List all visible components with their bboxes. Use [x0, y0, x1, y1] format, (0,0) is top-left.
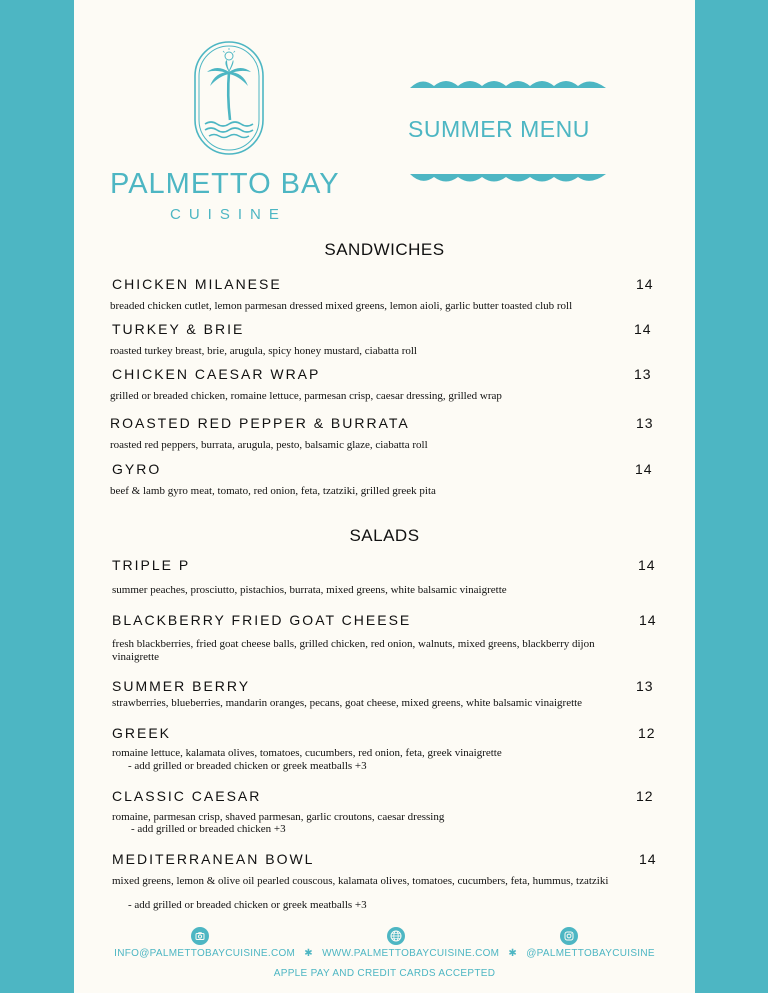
wave-divider-top [410, 78, 606, 92]
menu-item-description: fresh blackberries, fried goat cheese balls, grilled chicken, red onion, walnuts, mixed greens, blackberry dijon vinaigrette [112, 638, 595, 663]
menu-item-price: 14 [639, 612, 657, 628]
footer-separator: ✱ [508, 948, 518, 959]
payment-note: APPLE PAY AND CREDIT CARDS ACCEPTED [273, 968, 496, 979]
footer-website[interactable]: WWW.PALMETTOBAYCUISINE.COM [322, 948, 500, 959]
menu-item-description: breaded chicken cutlet, lemon parmesan dressed mixed greens, lemon aioli, garlic butter toasted club roll [110, 300, 573, 312]
menu-item-name: CHICKEN MILANESE [112, 276, 282, 292]
menu-item-price: 12 [636, 788, 654, 804]
section-title-sandwiches: SANDWICHES [324, 240, 445, 259]
footer-social[interactable]: @PALMETTOBAYCUISINE [526, 948, 655, 959]
menu-item-description: romaine lettuce, kalamata olives, tomatoes, cucumbers, red onion, feta, greek vinaigrette [112, 747, 502, 759]
menu-item-price: 13 [636, 678, 654, 694]
menu-item-description: beef & lamb gyro meat, tomato, red onion, feta, tzatziki, grilled greek pita [110, 485, 436, 497]
menu-item-price: 14 [635, 461, 653, 477]
wave-divider-bottom [410, 172, 606, 186]
menu-item-description: summer peaches, prosciutto, pistachios, burrata, mixed greens, white balsamic vinaigrette [112, 584, 507, 596]
footer-separator: ✱ [304, 948, 313, 959]
camera-icon [191, 927, 209, 945]
menu-item-description: strawberries, blueberries, mandarin oranges, pecans, goat cheese, mixed greens, white balsamic vinaigrette [112, 697, 583, 709]
palm-tree-logo-icon [193, 40, 265, 156]
brand-subtitle: CUISINE [170, 206, 287, 223]
section-title-salads: SALADS [349, 526, 420, 545]
menu-item-addon: - add grilled or breaded chicken +3 [131, 823, 286, 835]
footer-email[interactable]: INFO@PALMETTOBAYCUISINE.COM [114, 948, 296, 959]
menu-item-price: 14 [638, 557, 656, 573]
menu-item-price: 14 [634, 321, 652, 337]
menu-title: SUMMER MENU [408, 116, 590, 142]
menu-item-price: 13 [636, 415, 654, 431]
menu-item-addon: - add grilled or breaded chicken or greek meatballs +3 [128, 899, 367, 911]
menu-item-price: 13 [634, 366, 652, 382]
menu-item-price: 14 [636, 276, 654, 292]
menu-item-name: ROASTED RED PEPPER & BURRATA [110, 415, 410, 431]
menu-item-description: mixed greens, lemon & olive oil pearled couscous, kalamata olives, tomatoes, cucumbers, feta, hummus, tzatziki [112, 875, 609, 887]
menu-item-description: grilled or breaded chicken, romaine lettuce, parmesan crisp, caesar dressing, grilled wrap [110, 390, 502, 402]
globe-icon [387, 927, 405, 945]
menu-item-name: CLASSIC CAESAR [112, 788, 262, 804]
menu-item-name: BLACKBERRY FRIED GOAT CHEESE [112, 612, 412, 628]
menu-item-addon: - add grilled or breaded chicken or greek meatballs +3 [128, 760, 367, 772]
brand-name: PALMETTO BAY [110, 168, 340, 200]
menu-item-name: GYRO [112, 461, 162, 477]
menu-item-name: TURKEY & BRIE [112, 321, 245, 337]
menu-item-name: MEDITERRANEAN BOWL [112, 851, 315, 867]
menu-item-name: CHICKEN CAESAR WRAP [112, 366, 321, 382]
instagram-icon [560, 927, 578, 945]
menu-item-name: TRIPLE P [112, 557, 191, 573]
menu-item-name: GREEK [112, 725, 172, 741]
footer-contact [74, 948, 695, 959]
menu-item-price: 14 [639, 851, 657, 867]
menu-item-description: romaine, parmesan crisp, shaved parmesan, garlic croutons, caesar dressing [112, 811, 445, 823]
menu-item-name: SUMMER BERRY [112, 678, 251, 694]
menu-item-description: roasted red peppers, burrata, arugula, pesto, balsamic glaze, ciabatta roll [110, 439, 428, 451]
menu-item-price: 12 [638, 725, 656, 741]
menu-item-description: roasted turkey breast, brie, arugula, spicy honey mustard, ciabatta roll [110, 345, 417, 357]
